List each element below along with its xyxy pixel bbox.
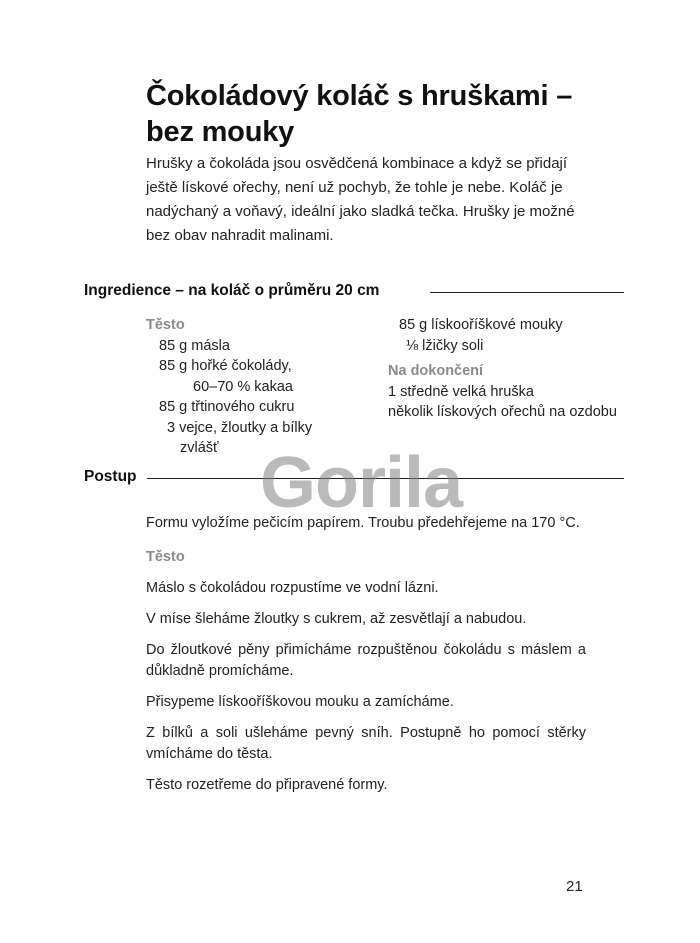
procedure-step: Máslo s čokoládou rozpustíme ve vodní lázni.: [146, 580, 439, 596]
ingredient-item: 60–70 % kakaa: [193, 378, 293, 395]
procedure-intro-step: Formu vyložíme pečicím papírem. Troubu předehřejeme na 170 °C.: [146, 515, 580, 531]
ingredient-item: 85 g lískooříškové mouky: [399, 317, 563, 333]
ingredients-heading: Ingredience – na koláč o průměru 20 cm: [84, 282, 380, 299]
ingredient-item: 85 g hořké čokolády,: [159, 358, 292, 374]
procedure-step: Těsto rozetřeme do připravené formy.: [146, 777, 388, 793]
procedure-heading: Postup: [84, 468, 137, 485]
page-number: 21: [566, 878, 583, 895]
ingredient-item: 85 g třtinového cukru: [159, 399, 295, 415]
procedure-step: Z bílků a soli ušleháme pevný sníh. Postupně ho pomocí stěrky vmícháme do těsta.: [146, 725, 586, 762]
ingredient-item: 3 vejce, žloutky a bílky: [167, 419, 313, 436]
ingredient-item: několik lískových ořechů na ozdobu: [388, 404, 617, 420]
recipe-title: Čokoládový koláč s hruškami – bez mouky: [146, 80, 573, 148]
ingredients-left-column: [146, 315, 376, 459]
procedure-steps: [146, 513, 586, 806]
ingredients-subheading-dough: Těsto: [146, 317, 185, 333]
ingredients-right-column: [388, 315, 628, 423]
ingredient-item: 1 středně velká hruška: [388, 383, 534, 400]
procedure-step: Přisypeme lískooříškovou mouku a zamícháme.: [146, 694, 454, 710]
ingredient-item: zvlášť: [180, 440, 219, 456]
ingredients-subheading-finish: Na dokončení: [388, 363, 484, 379]
watermark-logo: Gorila: [259, 443, 463, 523]
ingredients-rule: [430, 292, 624, 293]
procedure-step: Do žloutkové pěny přimícháme rozpuštěnou čokoládu s máslem a důkladně promícháme.: [146, 642, 586, 679]
recipe-intro: Hrušky a čokoláda jsou osvědčená kombinace a když se přidají ještě lískové ořechy, není už pochyb, že tohle je nebe. Koláč je nadýchaný a voňavý, ideální jako sladká tečka. Hrušky je možné bez obav nahradit malinami.: [146, 155, 575, 244]
ingredient-item: ⅛ lžičky soli: [406, 337, 484, 354]
ingredient-item: 85 g másla: [159, 337, 230, 354]
procedure-subheading-dough: Těsto: [146, 549, 185, 565]
procedure-step: V míse šleháme žloutky s cukrem, až zesvětlají a nabudou.: [146, 611, 527, 627]
